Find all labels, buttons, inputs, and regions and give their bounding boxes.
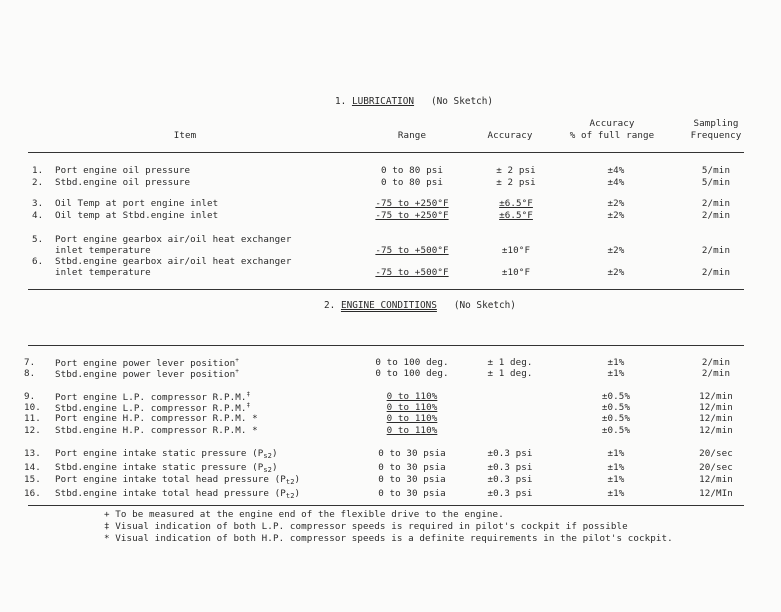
row-number: 13. xyxy=(24,448,41,459)
accuracy-value: ± 2 psi xyxy=(496,165,536,176)
section1-number: 1. xyxy=(335,96,347,107)
freq-value: 12/min xyxy=(699,425,733,436)
pct-value: ±1% xyxy=(607,368,625,379)
accuracy-value: ±10°F xyxy=(501,267,531,278)
range-value: 0 to 30 psia xyxy=(378,462,446,473)
range-value: -75 to +250°F xyxy=(375,210,449,221)
section1-title: LUBRICATION xyxy=(351,96,415,107)
item-name: Stbd.engine oil pressure xyxy=(55,177,191,188)
accuracy-value: ±0.3 psi xyxy=(487,474,533,485)
range-value: 0 to 100 deg. xyxy=(375,357,449,368)
footnote-mark: + xyxy=(235,357,239,364)
item-name: Port engine oil pressure xyxy=(55,165,191,176)
row-number: 5. xyxy=(32,234,44,245)
range-value: 0 to 30 psia xyxy=(378,474,446,485)
pct-value: ±1% xyxy=(607,474,625,485)
item-name: Port engine power lever position xyxy=(55,358,236,369)
item-name: Stbd.engine gearbox air/oil heat exchanger xyxy=(55,256,292,267)
section2-bottom-rule xyxy=(28,505,744,506)
footnote-1: + To be measured at the engine end of the flexible drive to the engine. xyxy=(104,509,504,520)
item-name-group xyxy=(55,488,300,500)
accuracy-value: ±10°F xyxy=(501,245,531,256)
accuracy-value: ±0.3 psi xyxy=(487,448,533,459)
item-name: Port engine L.P. compressor R.P.M. xyxy=(55,392,247,403)
freq-value: 20/sec xyxy=(699,462,733,473)
footnote-mark: + xyxy=(235,368,239,375)
range-value: 0 to 110% xyxy=(386,413,438,424)
pct-value: ±2% xyxy=(607,245,625,256)
close-paren: ) xyxy=(294,488,301,499)
header-freq-line1: Sampling xyxy=(693,118,739,129)
header-range: Range xyxy=(397,130,427,141)
item-name-group xyxy=(55,474,300,486)
freq-value: 2/min xyxy=(701,357,731,368)
range-value: 0 to 110% xyxy=(386,391,438,402)
freq-value: 2/min xyxy=(701,368,731,379)
range-value: 0 to 30 psia xyxy=(378,488,446,499)
item-name-line2: inlet temperature xyxy=(55,267,151,278)
section1-heading xyxy=(335,96,493,107)
row-number: 7. xyxy=(24,357,36,368)
section2-top-rule xyxy=(28,345,744,346)
section2-number: 2. xyxy=(324,300,336,311)
header-pct-line2: % of full range xyxy=(569,130,655,141)
row-number: 1. xyxy=(32,165,44,176)
header-accuracy: Accuracy xyxy=(487,130,533,141)
pct-value: ±0.5% xyxy=(601,402,631,413)
header-pct-line1: Accuracy xyxy=(589,118,635,129)
row-number: 4. xyxy=(32,210,44,221)
range-value: 0 to 110% xyxy=(386,402,438,413)
range-value: -75 to +500°F xyxy=(375,245,449,256)
freq-value: 5/min xyxy=(701,177,731,188)
item-name: Port engine intake total head pressure (P xyxy=(55,474,286,485)
row-number: 16. xyxy=(24,488,41,499)
freq-value: 2/min xyxy=(701,198,731,209)
range-value: 0 to 110% xyxy=(386,425,438,436)
pct-value: ±1% xyxy=(607,462,625,473)
item-name: Stbd.engine power lever position xyxy=(55,369,236,380)
header-freq-line2: Frequency xyxy=(690,130,742,141)
freq-value: 2/min xyxy=(701,267,731,278)
pct-value: ±4% xyxy=(607,177,625,188)
pressure-subscript: t2 xyxy=(285,478,295,486)
freq-value: 12/min xyxy=(699,391,733,402)
item-name: Stbd.engine intake static pressure (P xyxy=(55,462,264,473)
item-name: Oil Temp at port engine inlet xyxy=(55,198,219,209)
item-name-group xyxy=(55,413,258,424)
item-name: Port engine H.P. compressor R.P.M. * xyxy=(55,413,258,424)
range-value: 0 to 80 psi xyxy=(381,165,443,176)
header-item: Item xyxy=(173,130,197,141)
freq-value: 2/min xyxy=(701,210,731,221)
freq-value: 2/min xyxy=(701,245,731,256)
row-number: 9. xyxy=(24,391,36,402)
freq-value: 20/sec xyxy=(699,448,733,459)
row-number: 14. xyxy=(24,462,41,473)
row-number: 8. xyxy=(24,368,36,379)
row-number: 6. xyxy=(32,256,44,267)
pct-value: ±1% xyxy=(607,357,625,368)
range-value: 0 to 100 deg. xyxy=(375,368,449,379)
item-name: Stbd.engine H.P. compressor R.P.M. * xyxy=(55,425,258,436)
freq-value: 12/min xyxy=(699,474,733,485)
pct-value: ±0.5% xyxy=(601,425,631,436)
freq-value: 12/MIn xyxy=(699,488,733,499)
accuracy-value: ±0.3 psi xyxy=(487,462,533,473)
accuracy-value: ±6.5°F xyxy=(499,198,533,209)
freq-value: 12/min xyxy=(699,413,733,424)
section2-heading xyxy=(324,300,516,311)
row-number: 12. xyxy=(24,425,41,436)
footnote-3: * Visual indication of both H.P. compressor speeds is a definite requirements in the pilot's cockpit. xyxy=(104,533,673,544)
section1-note: (No Sketch) xyxy=(430,96,494,107)
row-number: 10. xyxy=(24,402,41,413)
item-name-group xyxy=(55,462,278,474)
pct-value: ±0.5% xyxy=(601,413,631,424)
accuracy-value: ±0.3 psi xyxy=(487,488,533,499)
item-name-group xyxy=(55,448,278,460)
item-name: Port engine gearbox air/oil heat exchanger xyxy=(55,234,292,245)
footnote-mark: ‡ xyxy=(246,391,251,398)
range-value: 0 to 80 psi xyxy=(381,177,443,188)
pct-value: ±2% xyxy=(607,267,625,278)
close-paren: ) xyxy=(272,462,278,473)
accuracy-value: ± 1 deg. xyxy=(487,368,533,379)
freq-value: 5/min xyxy=(701,165,731,176)
close-paren: ) xyxy=(272,448,278,459)
accuracy-value: ± 1 deg. xyxy=(487,357,533,368)
range-value: -75 to +500°F xyxy=(375,267,449,278)
item-name: Stbd.engine L.P. compressor R.P.M. xyxy=(55,403,247,414)
pressure-subscript: s2 xyxy=(263,452,272,460)
item-name: Stbd.engine intake total head pressure (P xyxy=(55,488,286,499)
range-value: 0 to 30 psia xyxy=(378,448,446,459)
section2-note: (No Sketch) xyxy=(453,300,516,311)
item-name-group xyxy=(55,368,239,380)
section1-bottom-rule xyxy=(28,289,744,290)
pct-value: ±0.5% xyxy=(601,391,631,402)
footnote-2: ‡ Visual indication of both L.P. compressor speeds is required in pilot's cockpit if possible xyxy=(104,521,628,532)
freq-value: 12/min xyxy=(699,402,733,413)
accuracy-value: ± 2 psi xyxy=(496,177,536,188)
item-name: Oil temp at Stbd.engine inlet xyxy=(55,210,219,221)
item-name-line2: inlet temperature xyxy=(55,245,151,256)
pct-value: ±2% xyxy=(607,198,625,209)
row-number: 3. xyxy=(32,198,44,209)
range-value: -75 to +250°F xyxy=(375,198,449,209)
item-name: Port engine intake static pressure (P xyxy=(55,448,264,459)
close-paren: ) xyxy=(294,474,301,485)
accuracy-value: ±6.5°F xyxy=(499,210,533,221)
pressure-subscript: s2 xyxy=(263,466,272,474)
row-number: 11. xyxy=(24,413,41,424)
pct-value: ±1% xyxy=(607,488,625,499)
pct-value: ±4% xyxy=(607,165,625,176)
item-name-group xyxy=(55,425,258,436)
pressure-subscript: t2 xyxy=(285,492,295,500)
footnote-mark: ‡ xyxy=(246,402,251,409)
section2-title: ENGINE CONDITIONS xyxy=(340,300,437,311)
row-number: 15. xyxy=(24,474,41,485)
pct-value: ±1% xyxy=(607,448,625,459)
header-rule xyxy=(28,152,744,153)
pct-value: ±2% xyxy=(607,210,625,221)
row-number: 2. xyxy=(32,177,44,188)
